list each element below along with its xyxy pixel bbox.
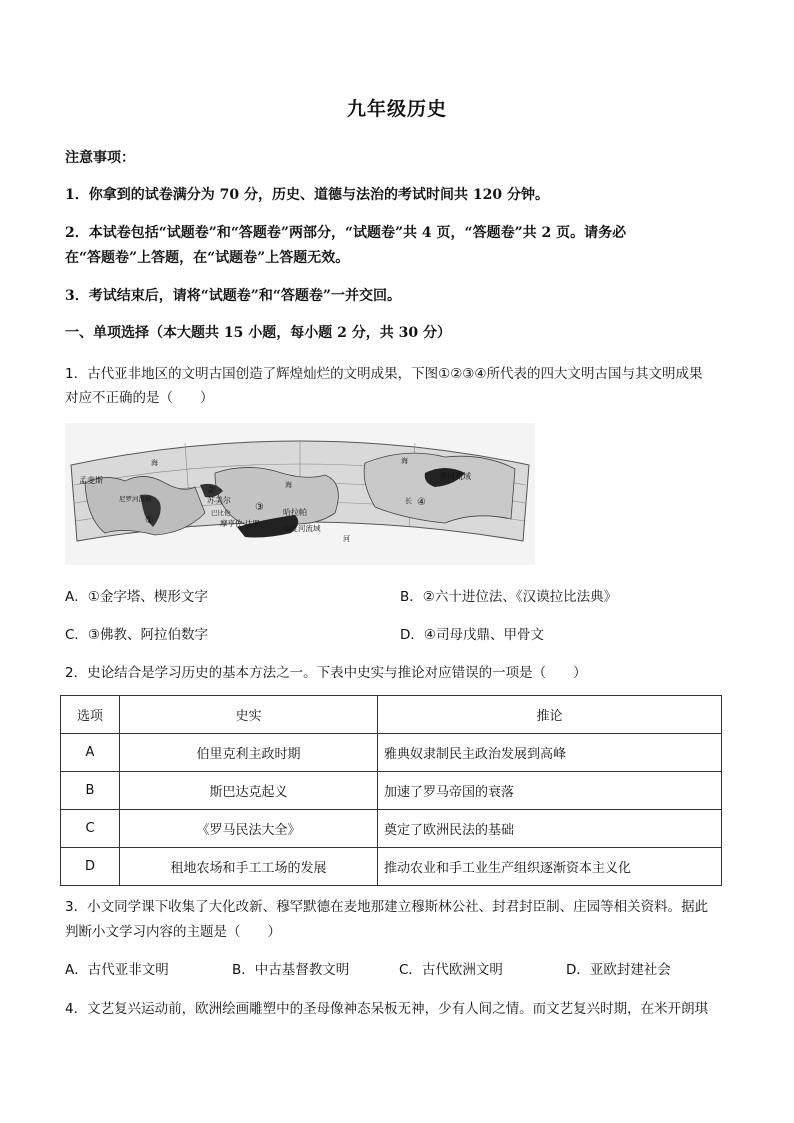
table-row: [61, 810, 722, 848]
page-title: 九年级历史: [346, 98, 447, 120]
map-label-yellow-river: 黄河流域: [439, 472, 471, 481]
section-heading: 一、单项选择（本大题共 15 小题，每小题 2 分，共 30 分）: [65, 325, 451, 341]
map-label-harappa: 哈拉帕: [283, 508, 307, 517]
q3-stem-line1: 3．小文同学课下收集了大化改新、穆罕默德在麦地那建立穆斯林公社、封君封臣制、庄园等相关资料。据此: [65, 899, 709, 915]
table-row: [61, 734, 722, 772]
map-label-3: ③: [255, 502, 264, 513]
map-label-sea2: 海: [285, 481, 292, 489]
table-cell: 雅典奴隶制民主政治发展到高峰: [378, 734, 722, 772]
map-label-mohenjo: 摩亨佐·达罗: [220, 519, 260, 528]
table-cell: 奠定了欧洲民法的基础: [378, 810, 722, 848]
q1-option-d: D．④司母戊鼎、甲骨文: [400, 627, 544, 643]
q1-option-b: B．②六十进位法、《汉谟拉比法典》: [400, 589, 618, 605]
table-cell: 推动农业和手工业生产组织逐渐资本主义化: [378, 848, 722, 886]
table-cell: D: [61, 848, 120, 886]
q4-stem-line1: 4．文艺复兴运动前，欧洲绘画雕塑中的圣母像神态呆板无神，少有人间之情。而文艺复兴时期，在米开朗琪: [65, 1001, 709, 1017]
table-header-cell: 史实: [120, 696, 378, 734]
notice-heading: 注意事项：: [65, 150, 135, 166]
notice-item-1: 1．你拿到的试卷满分为 70 分，历史、道德与法治的考试时间共 120 分钟。: [65, 187, 549, 203]
table-cell: 《罗马民法大全》: [120, 810, 378, 848]
map-label-1: ①: [145, 515, 154, 526]
q1-option-c: C．③佛教、阿拉伯数字: [65, 627, 209, 643]
q3-stem-line2: 判断小文学习内容的主题是（ ）: [65, 924, 281, 940]
q2-table: [60, 695, 722, 886]
table-header-cell: 推论: [378, 696, 722, 734]
q3-option-b: B．中古基督教文明: [232, 962, 350, 978]
q3-option-c: C．古代欧洲文明: [399, 962, 503, 978]
ancient-civilizations-map: [65, 423, 535, 565]
table-row: [61, 848, 722, 886]
table-header-row: [61, 696, 722, 734]
q3-option-a: A．古代亚非文明: [65, 962, 169, 978]
table-cell: C: [61, 810, 120, 848]
q1-stem-line2: 对应不正确的是（ ）: [65, 390, 214, 406]
q1-option-a: A．①金字塔、楔形文字: [65, 589, 208, 605]
map-label-sumer: 苏美尔: [207, 496, 231, 505]
table-cell: A: [61, 734, 120, 772]
notice-item-3: 3．考试结束后，请将“试题卷”和“答题卷”一并交回。: [65, 288, 401, 304]
map-label-bei: 海: [401, 457, 408, 465]
table-cell: B: [61, 772, 120, 810]
table-cell: 伯里克利主政时期: [120, 734, 378, 772]
q2-stem: 2．史论结合是学习历史的基本方法之一。下表中史实与推论对应错误的一项是（ ）: [65, 665, 587, 681]
map-label-indus: 印度河流域: [283, 524, 321, 533]
map-label-babylon: 巴比伦: [211, 509, 231, 517]
table-row: [61, 772, 722, 810]
notice-item-2-cont: 在“答题卷”上答题，在“试题卷”上答题无效。: [65, 250, 350, 266]
table-cell: 斯巴达克起义: [120, 772, 378, 810]
q3-option-d: D．亚欧封建社会: [566, 962, 671, 978]
q1-stem-line1: 1．古代亚非地区的文明古国创造了辉煌灿烂的文明成果，下图①②③④所代表的四大文明古国与其文明成果: [65, 366, 703, 382]
table-cell: 租地农场和手工工场的发展: [120, 848, 378, 886]
notice-item-2: 2．本试卷包括“试题卷”和“答题卷”两部分，“试题卷”共 4 页，“答题卷”共 2 页。请务必: [65, 225, 627, 241]
map-label-2: ②: [207, 485, 216, 496]
table-cell: 加速了罗马帝国的衰落: [378, 772, 722, 810]
map-label-jiang: 长: [405, 497, 412, 505]
map-label-4: ④: [417, 497, 426, 508]
map-label-river: 河: [343, 535, 350, 543]
map-label-sea1: 海: [151, 459, 158, 467]
map-label-nile: 尼罗河流域: [119, 495, 152, 503]
map-label-memphis: 孟斐斯: [79, 476, 103, 485]
table-header-cell: 选项: [61, 696, 120, 734]
